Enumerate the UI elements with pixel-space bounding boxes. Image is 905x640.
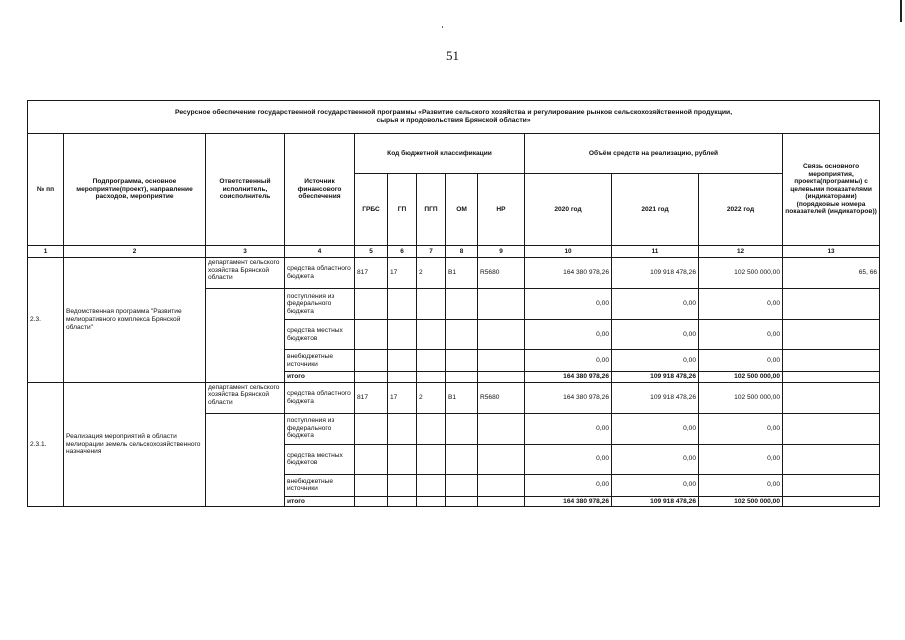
grbs-cell: 817 — [355, 382, 388, 413]
amount-2022-cell: 0,00 — [699, 413, 783, 444]
gp-cell — [388, 413, 417, 444]
link-cell — [783, 350, 880, 372]
data-row — [28, 258, 880, 289]
column-number: 6 — [388, 246, 417, 258]
amount-2022-cell: 0,00 — [699, 289, 783, 320]
amount-2020-cell: 0,00 — [525, 289, 612, 320]
amount-2021-cell: 0,00 — [612, 444, 699, 474]
header-executor: Ответственный исполнитель, соисполнитель — [206, 134, 285, 246]
row-name: Ведомственная программа "Развитие мелиоративного комплекса Брянской области" — [64, 258, 206, 383]
column-number: 10 — [525, 246, 612, 258]
grbs-cell — [355, 496, 388, 507]
row-executor-empty — [206, 289, 285, 383]
column-number: 13 — [783, 246, 880, 258]
amount-2020-cell: 0,00 — [525, 350, 612, 372]
header-name: Подпрограмма, основное мероприятие(проект), направление расходов, мероприятие — [64, 134, 206, 246]
source-cell: средства местных бюджетов — [285, 444, 355, 474]
source-cell: средства местных бюджетов — [285, 320, 355, 350]
om-cell: В1 — [446, 382, 478, 413]
amount-2021-cell: 0,00 — [612, 289, 699, 320]
header-source: Источник финансового обеспечения — [285, 134, 355, 246]
amount-2022-cell: 0,00 — [699, 350, 783, 372]
column-number: 11 — [612, 246, 699, 258]
title-row — [28, 101, 880, 134]
gp-cell: 17 — [388, 258, 417, 289]
om-cell — [446, 320, 478, 350]
link-cell — [783, 382, 880, 413]
header-kbk: Код бюджетной классификации — [355, 134, 525, 174]
scan-edge-mark — [900, 0, 902, 22]
link-cell — [783, 444, 880, 474]
pgp-cell — [417, 372, 446, 383]
link-cell — [783, 289, 880, 320]
amount-2021-cell: 0,00 — [612, 413, 699, 444]
gp-cell — [388, 289, 417, 320]
amount-2021-cell: 0,00 — [612, 350, 699, 372]
column-number: 9 — [478, 246, 525, 258]
header-2020: 2020 год — [525, 174, 612, 246]
amount-2020-cell: 0,00 — [525, 444, 612, 474]
grbs-cell — [355, 474, 388, 496]
source-cell: итого — [285, 372, 355, 383]
nr-cell — [478, 350, 525, 372]
column-number-row — [28, 246, 880, 258]
row-name: Реализация мероприятий в области мелиорации земель сельскохозяйственного назначения — [64, 382, 206, 507]
header-volume: Объём средств на реализацию, рублей — [525, 134, 783, 174]
column-number: 1 — [28, 246, 64, 258]
nr-cell — [478, 372, 525, 383]
amount-2022-cell: 102 500 000,00 — [699, 382, 783, 413]
gp-cell — [388, 496, 417, 507]
link-cell — [783, 496, 880, 507]
nr-cell — [478, 444, 525, 474]
header-pgp: ПГП — [417, 174, 446, 246]
om-cell — [446, 413, 478, 444]
om-cell — [446, 496, 478, 507]
amount-2021-cell: 109 918 478,26 — [612, 258, 699, 289]
amount-2022-cell: 0,00 — [699, 320, 783, 350]
header-nr: НР — [478, 174, 525, 246]
nr-cell — [478, 496, 525, 507]
resource-table — [27, 100, 880, 507]
amount-2021-cell: 109 918 478,26 — [612, 382, 699, 413]
nr-cell — [478, 320, 525, 350]
pgp-cell — [417, 350, 446, 372]
pgp-cell — [417, 320, 446, 350]
om-cell — [446, 474, 478, 496]
amount-2020-cell: 164 380 978,26 — [525, 496, 612, 507]
amount-2021-cell: 0,00 — [612, 320, 699, 350]
pgp-cell: 2 — [417, 258, 446, 289]
page-number: 51 — [446, 48, 459, 63]
header-row-1 — [28, 134, 880, 174]
amount-2020-cell: 0,00 — [525, 413, 612, 444]
column-number: 8 — [446, 246, 478, 258]
table-title — [28, 101, 880, 134]
pgp-cell — [417, 444, 446, 474]
table-title-line-2: сырья и продовольствия Брянской области» — [376, 117, 531, 124]
source-cell: итого — [285, 496, 355, 507]
data-row — [28, 382, 880, 413]
amount-2021-cell: 109 918 478,26 — [612, 372, 699, 383]
amount-2022-cell: 102 500 000,00 — [699, 496, 783, 507]
row-number: 2.3. — [28, 258, 64, 383]
column-number: 7 — [417, 246, 446, 258]
link-cell — [783, 413, 880, 444]
gp-cell: 17 — [388, 382, 417, 413]
link-cell — [783, 320, 880, 350]
nr-cell: R5680 — [478, 382, 525, 413]
header-2022: 2022 год — [699, 174, 783, 246]
source-cell: средства областного бюджета — [285, 258, 355, 289]
pgp-cell — [417, 413, 446, 444]
amount-2021-cell: 109 918 478,26 — [612, 496, 699, 507]
om-cell — [446, 372, 478, 383]
amount-2022-cell: 0,00 — [699, 444, 783, 474]
nr-cell: R5680 — [478, 258, 525, 289]
gp-cell — [388, 444, 417, 474]
amount-2020-cell: 164 380 978,26 — [525, 382, 612, 413]
nr-cell — [478, 474, 525, 496]
source-cell: поступления из федерального бюджета — [285, 289, 355, 320]
om-cell — [446, 289, 478, 320]
scan-dust-mark — [442, 26, 443, 28]
nr-cell — [478, 289, 525, 320]
header-num: № пп — [28, 134, 64, 246]
amount-2020-cell: 0,00 — [525, 474, 612, 496]
source-cell: внебюджетные источники — [285, 350, 355, 372]
header-om: ОМ — [446, 174, 478, 246]
pgp-cell — [417, 496, 446, 507]
source-cell: внебюджетные источники — [285, 474, 355, 496]
nr-cell — [478, 413, 525, 444]
row-number: 2.3.1. — [28, 382, 64, 507]
link-cell: 65, 66 — [783, 258, 880, 289]
link-cell — [783, 372, 880, 383]
row-executor: департамент сельского хозяйства Брянской области — [206, 382, 285, 413]
pgp-cell — [417, 289, 446, 320]
column-number: 2 — [64, 246, 206, 258]
amount-2020-cell: 0,00 — [525, 320, 612, 350]
amount-2022-cell: 0,00 — [699, 474, 783, 496]
pgp-cell: 2 — [417, 382, 446, 413]
header-link: Связь основного мероприятия, проекта(программы) с целевыми показателями (индикаторами) (порядковые номера показателей (индикаторов)) — [783, 134, 880, 246]
grbs-cell: 817 — [355, 258, 388, 289]
column-number: 12 — [699, 246, 783, 258]
amount-2020-cell: 164 380 978,26 — [525, 258, 612, 289]
row-executor-empty — [206, 413, 285, 507]
gp-cell — [388, 350, 417, 372]
column-number: 4 — [285, 246, 355, 258]
header-grbs: ГРБС — [355, 174, 388, 246]
grbs-cell — [355, 350, 388, 372]
grbs-cell — [355, 413, 388, 444]
grbs-cell — [355, 444, 388, 474]
column-number: 5 — [355, 246, 388, 258]
grbs-cell — [355, 320, 388, 350]
table-title-line-1: Ресурсное обеспечение государственной государственной программы «Развитие сельского хозяйства и регулирование рынков сельскохозяйственной продукции, — [174, 109, 733, 117]
om-cell — [446, 350, 478, 372]
grbs-cell — [355, 289, 388, 320]
om-cell: В1 — [446, 258, 478, 289]
row-executor: департамент сельского хозяйства Брянской области — [206, 258, 285, 289]
source-cell: средства областного бюджета — [285, 382, 355, 413]
gp-cell — [388, 320, 417, 350]
pgp-cell — [417, 474, 446, 496]
amount-2022-cell: 102 500 000,00 — [699, 372, 783, 383]
amount-2021-cell: 0,00 — [612, 474, 699, 496]
link-cell — [783, 474, 880, 496]
grbs-cell — [355, 372, 388, 383]
header-gp: ГП — [388, 174, 417, 246]
gp-cell — [388, 474, 417, 496]
gp-cell — [388, 372, 417, 383]
amount-2020-cell: 164 380 978,26 — [525, 372, 612, 383]
column-number: 3 — [206, 246, 285, 258]
header-2021: 2021 год — [612, 174, 699, 246]
om-cell — [446, 444, 478, 474]
source-cell: поступления из федерального бюджета — [285, 413, 355, 444]
amount-2022-cell: 102 500 000,00 — [699, 258, 783, 289]
